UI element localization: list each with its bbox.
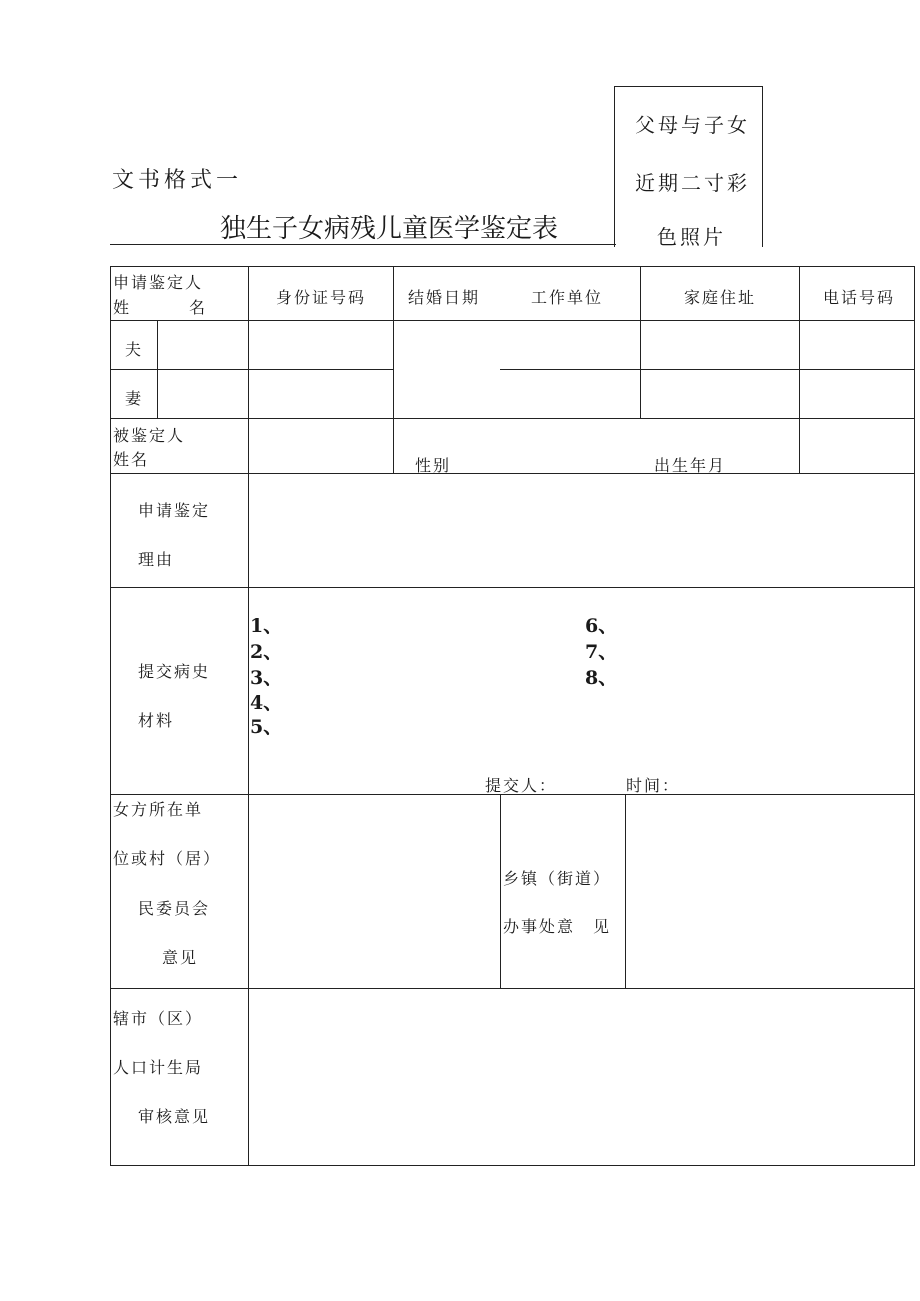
appraised-name-label: 姓名	[113, 450, 150, 469]
material-item: 3、	[250, 667, 283, 689]
city-bureau-label-3: 审核意见	[138, 1107, 211, 1126]
material-item: 6、	[585, 615, 618, 637]
town-office-label: 乡镇（街道）	[503, 869, 612, 888]
doc-format-label: 文书格式一	[112, 168, 243, 193]
materials-label-2: 材料	[138, 711, 175, 730]
material-item: 8、	[585, 667, 618, 689]
female-unit-label: 女方所在单	[113, 800, 204, 819]
applicant-label: 申请鉴定人	[113, 273, 204, 292]
town-office-label-2: 办事处意 见	[503, 917, 612, 936]
grid-line	[914, 266, 915, 1166]
birth-date-label: 出生年月	[654, 456, 727, 475]
photo-line-2: 近期二寸彩	[635, 171, 750, 195]
husband-label: 夫	[125, 340, 144, 359]
phone-header: 电话号码	[823, 288, 896, 307]
grid-line	[640, 266, 641, 418]
grid-line	[110, 418, 915, 419]
grid-line	[157, 320, 158, 418]
female-unit-label-3: 民委员会	[138, 899, 211, 918]
applicant-name-label: 姓 名	[113, 298, 209, 317]
grid-line	[110, 1165, 915, 1166]
material-item: 4、	[250, 692, 283, 714]
grid-line	[110, 587, 915, 588]
submitter-label: 提交人：	[485, 776, 558, 795]
grid-line	[500, 369, 915, 370]
grid-line	[110, 320, 915, 321]
grid-line	[799, 266, 800, 473]
grid-line	[500, 794, 501, 988]
grid-line	[110, 266, 111, 1166]
home-address-header: 家庭住址	[684, 288, 757, 307]
materials-label: 提交病史	[138, 662, 211, 681]
wife-label: 妻	[125, 389, 144, 408]
material-item: 7、	[585, 641, 618, 663]
photo-line-1: 父母与子女	[635, 113, 750, 137]
reason-label: 申请鉴定	[138, 501, 211, 520]
grid-line	[248, 266, 249, 1166]
material-item: 5、	[250, 716, 283, 738]
material-item: 1、	[250, 615, 283, 637]
form-title: 独生子女病残儿童医学鉴定表	[220, 214, 559, 244]
submit-time-label: 时间：	[626, 776, 681, 795]
reason-label-2: 理由	[138, 550, 175, 569]
appraised-label: 被鉴定人	[113, 426, 186, 445]
marriage-date-header: 结婚日期	[408, 288, 481, 307]
female-unit-label-4: 意见	[162, 948, 199, 967]
city-bureau-label-2: 人口计生局	[113, 1058, 204, 1077]
female-unit-label-2: 位或村（居）	[113, 849, 222, 868]
grid-line	[625, 794, 626, 988]
gender-label: 性别	[415, 456, 452, 475]
grid-line	[110, 473, 915, 474]
material-item: 2、	[250, 641, 283, 663]
city-bureau-label: 辖市（区）	[113, 1009, 204, 1028]
photo-line-3: 色照片	[657, 225, 726, 249]
grid-line	[110, 988, 915, 989]
grid-line	[393, 266, 394, 473]
id-number-header: 身份证号码	[276, 288, 367, 307]
grid-line	[110, 369, 393, 370]
grid-line	[110, 266, 915, 267]
work-unit-header: 工作单位	[531, 288, 604, 307]
